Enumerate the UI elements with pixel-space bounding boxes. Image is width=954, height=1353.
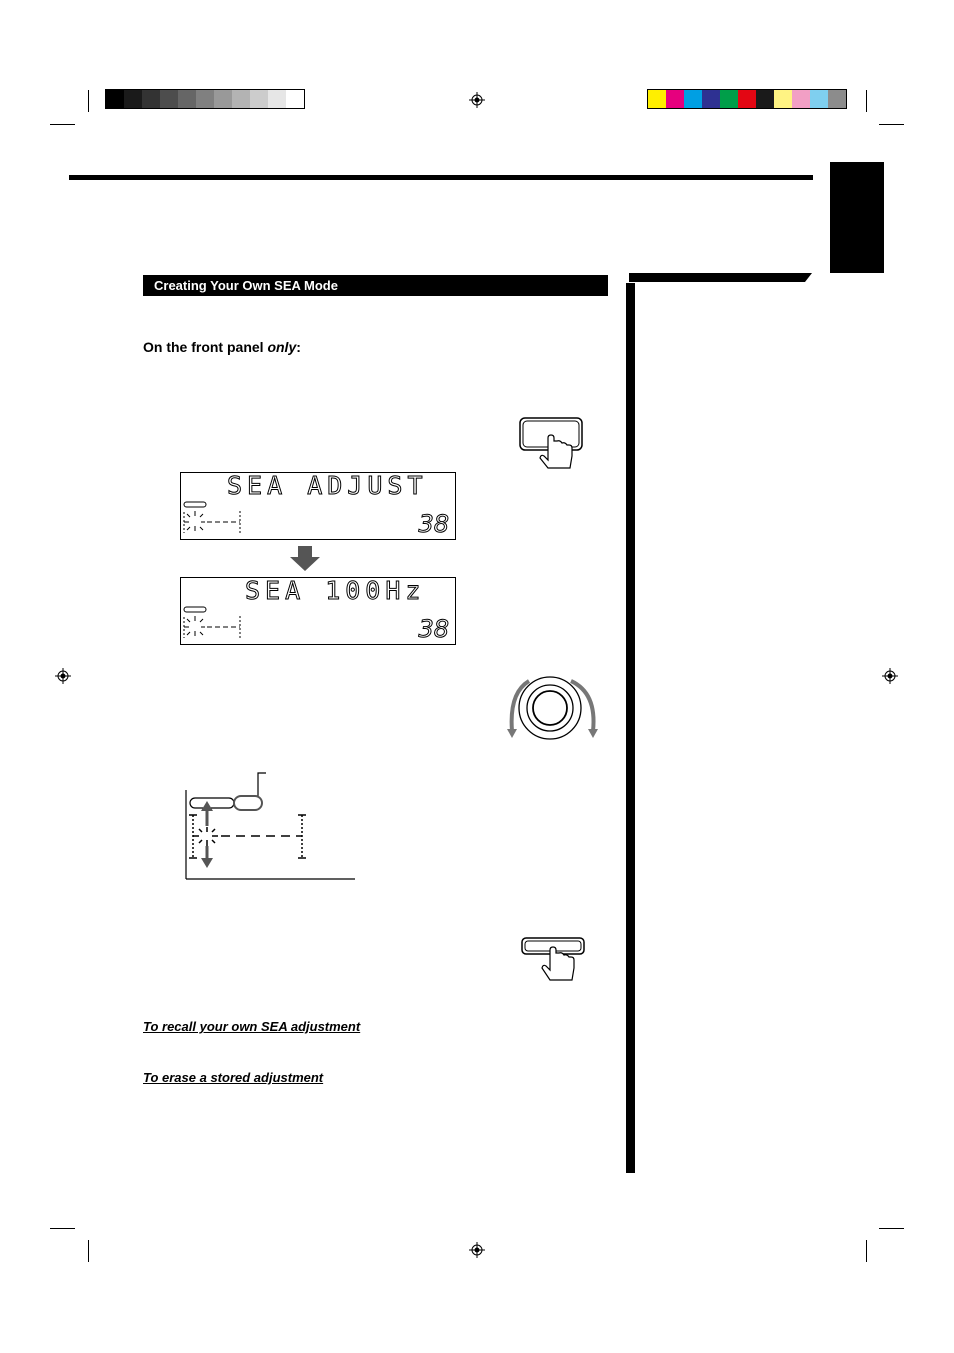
press-button-hand-icon <box>518 416 584 472</box>
lcd-display-text: SEA 100Hz <box>245 576 426 605</box>
color-swatch <box>250 90 268 108</box>
crop-mark <box>879 1228 904 1229</box>
crop-mark <box>50 1228 75 1229</box>
color-swatch <box>666 90 684 108</box>
volume-number: 38 <box>418 615 449 643</box>
control-knob-icon <box>505 675 600 745</box>
registration-target-icon <box>469 1242 485 1258</box>
color-swatch <box>178 90 196 108</box>
crop-mark <box>866 90 867 112</box>
color-swatch <box>702 90 720 108</box>
color-swatch <box>268 90 286 108</box>
color-swatch <box>160 90 178 108</box>
color-swatch <box>124 90 142 108</box>
color-swatch <box>648 90 666 108</box>
page-top-rule <box>69 175 813 180</box>
color-swatch <box>828 90 846 108</box>
lcd-display-text: SEA ADJUST <box>227 471 428 500</box>
sea-level-indicator <box>181 473 457 541</box>
crop-mark <box>88 90 89 112</box>
registration-target-icon <box>469 92 485 108</box>
language-tab <box>830 162 884 273</box>
color-swatch <box>756 90 774 108</box>
crop-mark <box>50 124 75 125</box>
sea-level-indicator <box>181 578 457 646</box>
lcd-display <box>180 472 456 540</box>
front-panel-note: On the front panel only: <box>143 339 301 355</box>
section-header: Creating Your Own SEA Mode <box>143 275 608 296</box>
gray-scale-bar <box>105 89 305 109</box>
color-swatch <box>738 90 756 108</box>
color-scale-bar <box>647 89 847 109</box>
color-swatch <box>214 90 232 108</box>
sea-adjust-diagram <box>185 770 357 880</box>
side-column-bar <box>626 283 635 1173</box>
color-swatch <box>774 90 792 108</box>
crop-mark <box>88 1240 89 1262</box>
color-swatch <box>232 90 250 108</box>
erase-heading: To erase a stored adjustment <box>143 1070 324 1085</box>
crop-mark <box>879 124 904 125</box>
color-swatch <box>286 90 304 108</box>
volume-number: 38 <box>418 510 449 538</box>
color-swatch <box>810 90 828 108</box>
registration-target-icon <box>55 668 71 684</box>
color-swatch <box>792 90 810 108</box>
side-column-tab <box>629 273 812 285</box>
color-swatch <box>142 90 160 108</box>
color-swatch <box>720 90 738 108</box>
color-swatch <box>196 90 214 108</box>
arrow-down-icon <box>289 546 321 572</box>
crop-mark <box>866 1240 867 1262</box>
color-swatch <box>684 90 702 108</box>
recall-heading: To recall your own SEA adjustment <box>143 1019 361 1034</box>
press-button-hand-icon <box>520 936 586 986</box>
lcd-display <box>180 577 456 645</box>
registration-target-icon <box>882 668 898 684</box>
color-swatch <box>106 90 124 108</box>
